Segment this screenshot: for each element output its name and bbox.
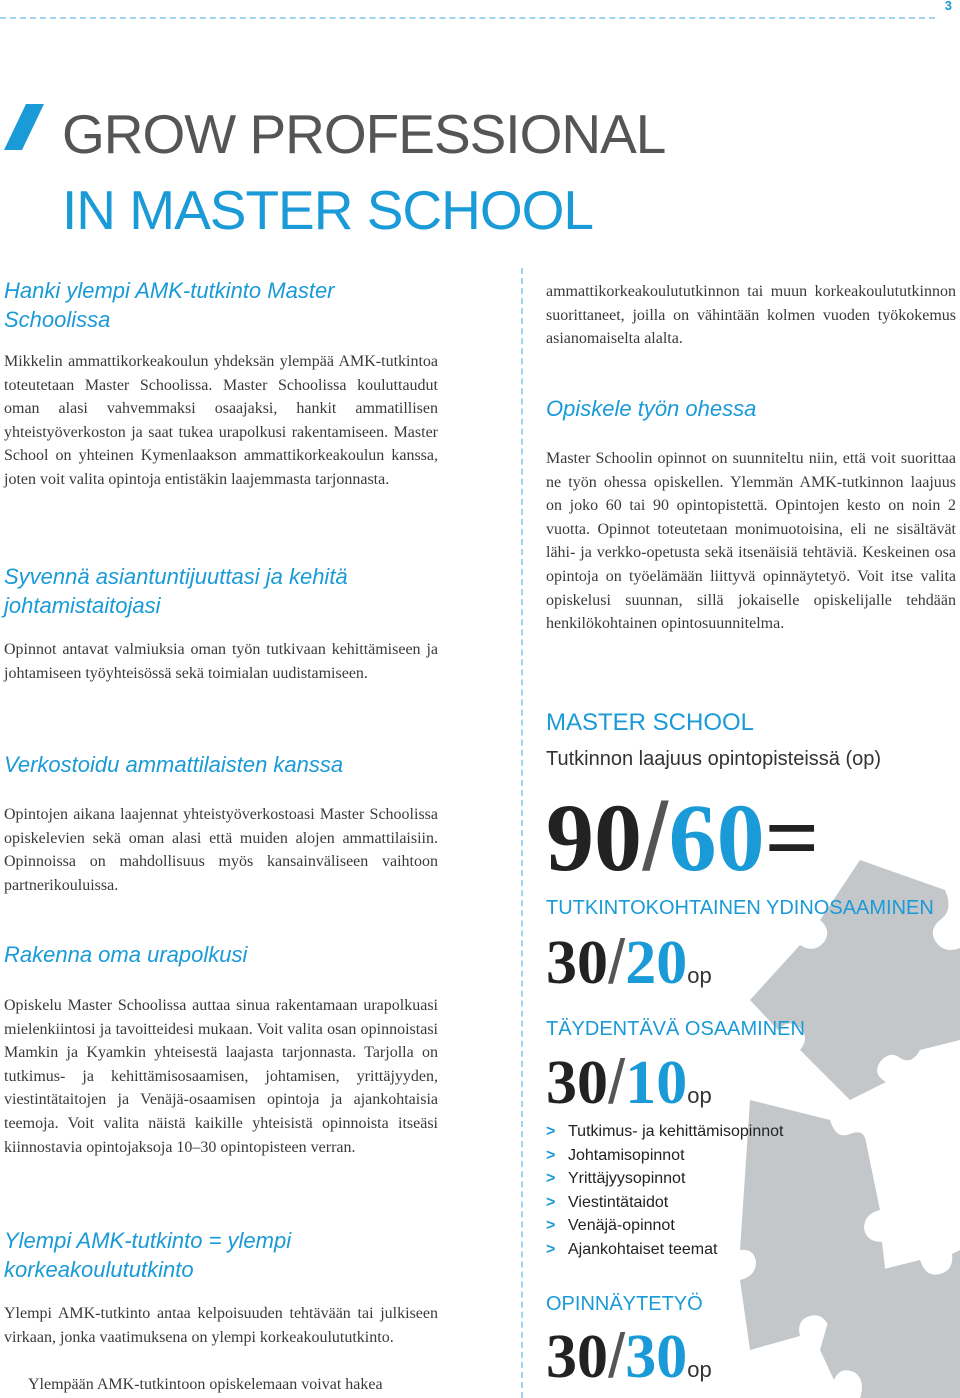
- page-title: [62, 96, 665, 248]
- supp-credits-a: 30: [546, 1049, 608, 1117]
- total-credits: [546, 784, 820, 891]
- core-credits: [546, 928, 712, 997]
- list-item-label: Yrittäjyysopinnot: [568, 1170, 686, 1188]
- credits-60: 60: [668, 784, 765, 891]
- credits-slash: /: [642, 784, 669, 891]
- heading-hanki: Hanki ylempi AMK-tutkinto Master Schoolissa: [4, 278, 335, 332]
- equals-sign: =: [764, 784, 820, 891]
- supp-credits-slash: /: [608, 1048, 626, 1117]
- chevron-right-icon: >: [546, 1123, 556, 1140]
- paragraph-intro: Mikkelin ammattikorkeakoulun yhdeksän ylempää AMK-tutkintoa toteutetaan Master Schoolissa. Master Schoolissa kouluttaudut oman alasi vahvemmaksi osaajaksi, hankit ammatillisen yhteistyöverkoston ja saat tukea urapolkusi rakentamiseen. Master School on yhteinen Kymenlaakson ammattikorkeakoulun kanssa, joten voit valita opintoja entistäkin laajemmasta tarjonnasta.: [4, 353, 438, 488]
- list-item-label: Johtamisopinnot: [568, 1146, 685, 1164]
- list-item: [546, 1191, 784, 1215]
- list-item: [546, 1120, 784, 1144]
- list-item: [546, 1144, 784, 1168]
- chevron-right-icon: >: [546, 1193, 556, 1211]
- list-item-label: Viestintätaidot: [568, 1193, 669, 1211]
- core-credits-b: 20: [625, 929, 688, 997]
- credits-90: 90: [546, 784, 642, 891]
- title-line-1: GROW PROFESSIONAL: [62, 103, 666, 165]
- core-credits-a: 30: [546, 929, 608, 997]
- list-item: [546, 1238, 784, 1262]
- paragraph-verkostoidu: Opintojen aikana laajennat yhteistyöverkostoasi Master Schoolissa opiskelevien sekä oman alasi että muiden alojen ammattilaisiin. Opinnoissa on mahdollisuus myös kansainväliseen vaihtoon partnerikouluissa.: [4, 806, 438, 894]
- supplementary-credits: [546, 1048, 712, 1117]
- paragraph-rakenna: Opiskelu Master Schoolissa auttaa sinua rakentamaan urapolkuasi mielenkiintosi ja tavoitteidesi mukaan. Voit valita osan opinnoistasi Mamkin ja Kyamkin yhteisestä laajasta tarjonnasta. Tarjolla on tutkimus- ja kehittämisosaamisen, johtamisen, yrittäjyyden, viestintätaitojen ja Venäjä-osaamisen opintoja ja ajankohtaisia teemoja. Voit valita näistä kaikille yhteisistä opinnoista itseäsi kiinnostavia opintojaksoja 10–30 opintopisteen verran.: [4, 997, 438, 1156]
- paragraph-ylempi: Ylempi AMK-tutkinto antaa kelpoisuuden tehtävään tai julkiseen virkaan, jonka vaatimuksena on ylempi korkeakoulututkinto.: [4, 1305, 438, 1346]
- core-credits-unit: op: [687, 963, 712, 988]
- list-item-label: Tutkimus- ja kehittämisopinnot: [568, 1123, 784, 1140]
- paragraph-syvenna: Opinnot antavat valmiuksia oman työn tutkivaan kehittämiseen ja johtamiseen työyhteisössä sekä toimialan uudistamiseen.: [4, 641, 438, 682]
- list-item: [546, 1214, 784, 1238]
- supp-credits-b: 10: [625, 1049, 688, 1117]
- paragraph-right-continued: ammattikorkeakoulututkinnon tai muun korkeakoulututkinnon suorittaneet, joilla on vähintään kolmen vuoden työkokemus asianomaiselta alalta.: [546, 283, 956, 348]
- heading-syvenna: Syvennä asiantuntijuuttasi ja kehitä johtamistaitojasi: [4, 564, 348, 618]
- thesis-credits-slash: /: [608, 1322, 626, 1391]
- paragraph-hakea: Ylempään AMK-tutkintoon opiskelemaan voivat hakea: [28, 1376, 383, 1393]
- chevron-right-icon: >: [546, 1170, 556, 1188]
- slash-icon: [4, 104, 44, 150]
- column-divider: [521, 268, 523, 1398]
- title-line-2: IN MASTER SCHOOL: [62, 179, 594, 241]
- top-divider: [0, 17, 935, 19]
- page-number: 3: [944, 0, 952, 13]
- chevron-right-icon: >: [546, 1240, 556, 1258]
- thesis-label: OPINNÄYTETYÖ: [546, 1293, 703, 1315]
- master-school-subtitle: Tutkinnon laajuus opintopisteissä (op): [546, 748, 882, 770]
- chevron-right-icon: >: [546, 1217, 556, 1235]
- list-item-label: Venäjä-opinnot: [568, 1217, 675, 1235]
- thesis-credits-a: 30: [546, 1323, 608, 1391]
- core-label: TUTKINTOKOHTAINEN YDINOSAAMINEN: [546, 897, 934, 919]
- chevron-right-icon: >: [546, 1146, 556, 1164]
- heading-rakenna: Rakenna oma urapolkusi: [4, 942, 248, 967]
- paragraph-opiskele: Master Schoolin opinnot on suunniteltu niin, että voit suorittaa ne työn ohessa opiskellen. Ylemmän AMK-tutkinnon laajuus on joko 60 tai 90 opintopistettä. Opintojen kesto on noin 2 vuotta. Opinnot toteutetaan monimuotoisina, eli ne sisältävät lähi- ja verkko-opetusta sekä itsenäisiä tehtäviä. Keskeinen osa opintoja on työelämään liittyvä opinnäytetyö. Voit itse valita opiskelusi suunnan, sillä jokaiselle opiskelijalle tehdään henkilökohtainen opintosuunnitelma.: [546, 450, 956, 633]
- heading-opiskele: Opiskele työn ohessa: [546, 396, 757, 421]
- supp-credits-unit: op: [687, 1083, 712, 1108]
- list-item-label: Ajankohtaiset teemat: [568, 1240, 718, 1258]
- supplementary-list: [546, 1120, 784, 1262]
- heading-ylempi: Ylempi AMK-tutkinto = ylempi korkeakoulututkinto: [4, 1228, 292, 1282]
- thesis-credits-b: 30: [625, 1323, 688, 1391]
- supplementary-label: TÄYDENTÄVÄ OSAAMINEN: [546, 1018, 805, 1040]
- thesis-credits-unit: op: [687, 1357, 712, 1382]
- core-credits-slash: /: [608, 928, 626, 997]
- master-school-title: MASTER SCHOOL: [546, 709, 755, 736]
- thesis-credits: [546, 1322, 712, 1391]
- list-item: [546, 1167, 784, 1191]
- heading-verkostoidu: Verkostoidu ammattilaisten kanssa: [4, 752, 344, 777]
